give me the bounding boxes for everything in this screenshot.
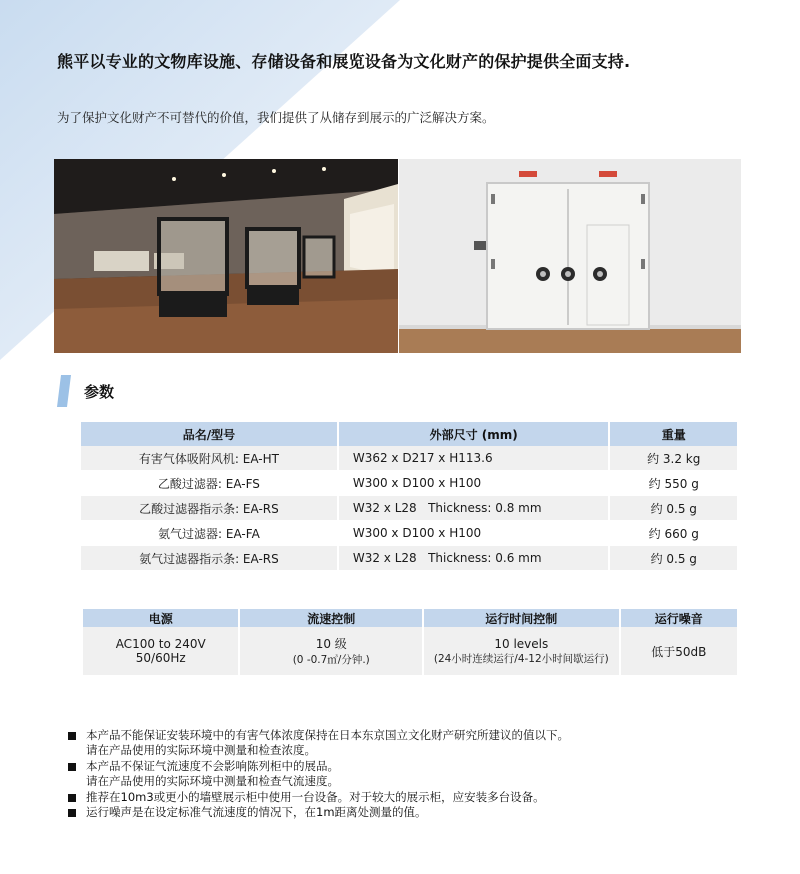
power-table [81, 609, 739, 675]
spec-cell-size: W300 x D100 x H100 [339, 521, 609, 546]
note-text-continued: 请在产品使用的实际环境中测量和检查浓度。 [86, 743, 316, 758]
spec-cell-weight: 约 550 g [610, 471, 737, 496]
page-headline: 熊平以专业的文物库设施、存储设备和展览设备为文化财产的保护提供全面支持. [57, 52, 631, 71]
power-header-time: 运行时间控制 [424, 609, 619, 627]
spec-cell-name: 乙酸过滤器指示条: EA-RS [81, 496, 337, 521]
spec-cell-weight: 约 0.5 g [610, 496, 737, 521]
page-subheadline: 为了保护文化财产不可替代的价值，我们提供了从储存到展示的广泛解决方案。 [57, 110, 495, 125]
square-bullet-icon [68, 732, 76, 740]
spec-row [81, 521, 737, 546]
section-title: 参数 [84, 383, 115, 401]
spec-cell-name: 氨气过滤器指示条: EA-RS [81, 546, 337, 571]
power-cell-source [83, 627, 238, 675]
power-cell-flow [240, 627, 422, 675]
power-row [83, 627, 737, 675]
spec-cell-weight: 约 3.2 kg [610, 446, 737, 471]
power-cell-time [424, 627, 619, 675]
spec-row [81, 546, 737, 571]
power-cell-noise: 低于50dB [621, 627, 737, 675]
square-bullet-icon [68, 809, 76, 817]
note-item [66, 759, 766, 790]
square-bullet-icon [68, 794, 76, 802]
spec-cell-name: 氨气过滤器: EA-FA [81, 521, 337, 546]
spec-cell-size: W32 x L28 Thickness: 0.8 mm [339, 496, 609, 521]
power-header-flow: 流速控制 [240, 609, 422, 627]
time-levels: 10 levels [494, 636, 549, 651]
power-header-source: 电源 [83, 609, 238, 627]
spec-cell-size: W300 x D100 x H100 [339, 471, 609, 496]
spec-cell-size: W362 x D217 x H113.6 [339, 446, 609, 471]
spec-cell-name: 乙酸过滤器: EA-FS [81, 471, 337, 496]
spec-cell-weight: 约 660 g [610, 521, 737, 546]
time-description: (24小时连续运行/4-12小时间歇运行) [433, 652, 609, 665]
spec-header-weight: 重量 [610, 422, 737, 446]
note-item [66, 728, 766, 759]
note-item [66, 805, 766, 820]
power-frequency: 50/60Hz [135, 651, 186, 665]
square-bullet-icon [68, 763, 76, 771]
note-item [66, 790, 766, 805]
museum-gallery-photo [54, 159, 398, 353]
power-header-noise: 运行噪音 [621, 609, 737, 627]
flow-range: (0 -0.7㎥/分钟.) [292, 654, 370, 666]
note-text: 本产品不能保证安装环境中的有害气体浓度保持在日本东京国立文化财产研究所建议的值以下。 [86, 728, 569, 742]
spec-cell-size: W32 x L28 Thickness: 0.6 mm [339, 546, 609, 571]
spec-header-name: 品名/型号 [81, 422, 337, 446]
spec-row [81, 471, 737, 496]
vault-door-photo [399, 159, 741, 353]
spec-cell-name: 有害气体吸附风机: EA-HT [81, 446, 337, 471]
note-text-continued: 请在产品使用的实际环境中测量和检查气流速度。 [86, 774, 339, 789]
spec-table [79, 422, 739, 571]
spec-row [81, 496, 737, 521]
notes-list [66, 728, 766, 820]
spec-row [81, 446, 737, 471]
note-text: 本产品不保证气流速度不会影响陈列柜中的展品。 [86, 758, 339, 773]
power-voltage: AC100 to 240V [115, 637, 206, 651]
spec-cell-weight: 约 0.5 g [610, 546, 737, 571]
note-text: 运行噪声是在设定标准气流速度的情况下，在1m距离处测量的值。 [86, 805, 427, 820]
flow-levels: 10 级 [315, 637, 347, 651]
spec-header-size: 外部尺寸 (mm) [339, 422, 609, 446]
note-text: 推荐在10m3或更小的墙壁展示柜中使用一台设备。对于较大的展示柜，应安装多台设备。 [86, 789, 545, 804]
section-accent-bar [57, 375, 71, 407]
